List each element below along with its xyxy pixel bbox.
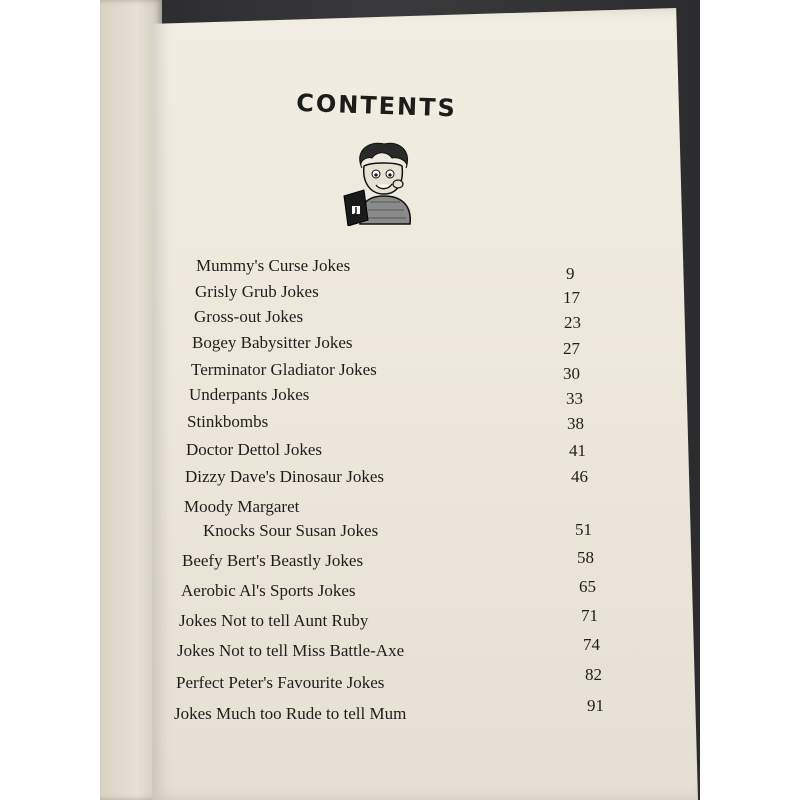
toc-entry-title: Moody Margaret: [184, 497, 300, 516]
toc-entry-title: Dizzy Dave's Dinosaur Jokes: [185, 467, 384, 486]
cartoon-boy-illustration: [340, 138, 422, 226]
toc-entry-page: 23: [564, 313, 581, 332]
toc-entry-page: 51: [575, 520, 592, 539]
toc-entry-page: 30: [563, 364, 580, 383]
toc-entry-title: Jokes Not to tell Aunt Ruby: [179, 611, 369, 630]
toc-entry-title: Underpants Jokes: [189, 385, 310, 404]
toc-entry-page: 65: [579, 577, 596, 596]
toc-entry-page: 91: [587, 696, 604, 715]
toc-entry-page: 33: [566, 389, 583, 408]
toc-entry-page: 74: [583, 635, 600, 654]
toc-entry-page: 46: [571, 467, 588, 486]
toc-entry-title: Bogey Babysitter Jokes: [192, 333, 353, 352]
book-letter: J: [354, 206, 358, 215]
toc-entry-title: Jokes Much too Rude to tell Mum: [174, 704, 407, 723]
toc-entry-title: Terminator Gladiator Jokes: [191, 360, 377, 379]
toc-entry-page: 9: [566, 264, 575, 283]
toc-entry-title: Aerobic Al's Sports Jokes: [181, 581, 356, 600]
toc-entry-title: Gross-out Jokes: [194, 307, 304, 326]
toc-entry-title: Jokes Not to tell Miss Battle-Axe: [177, 641, 405, 660]
toc-entry-title: Knocks Sour Susan Jokes: [203, 521, 379, 540]
toc-entry-title: Perfect Peter's Favourite Jokes: [176, 673, 385, 692]
toc-entry-page: 41: [569, 441, 586, 460]
toc-entry-page: 17: [563, 288, 580, 307]
toc-entry-page: 82: [585, 665, 602, 684]
page-title: CONTENTS: [295, 88, 458, 123]
toc-entry-title: Doctor Dettol Jokes: [186, 440, 322, 459]
toc-entry-title: Grisly Grub Jokes: [195, 282, 319, 301]
toc-entry-page: 58: [577, 548, 594, 567]
toc-entry-page: 38: [567, 414, 584, 433]
toc-entry-page: 27: [563, 339, 580, 358]
toc-entry-page: 71: [581, 606, 598, 625]
toc-entry-title: Beefy Bert's Beastly Jokes: [182, 551, 364, 570]
toc-entry-title: Mummy's Curse Jokes: [196, 256, 351, 275]
toc-entry-title: Stinkbombs: [187, 412, 269, 431]
